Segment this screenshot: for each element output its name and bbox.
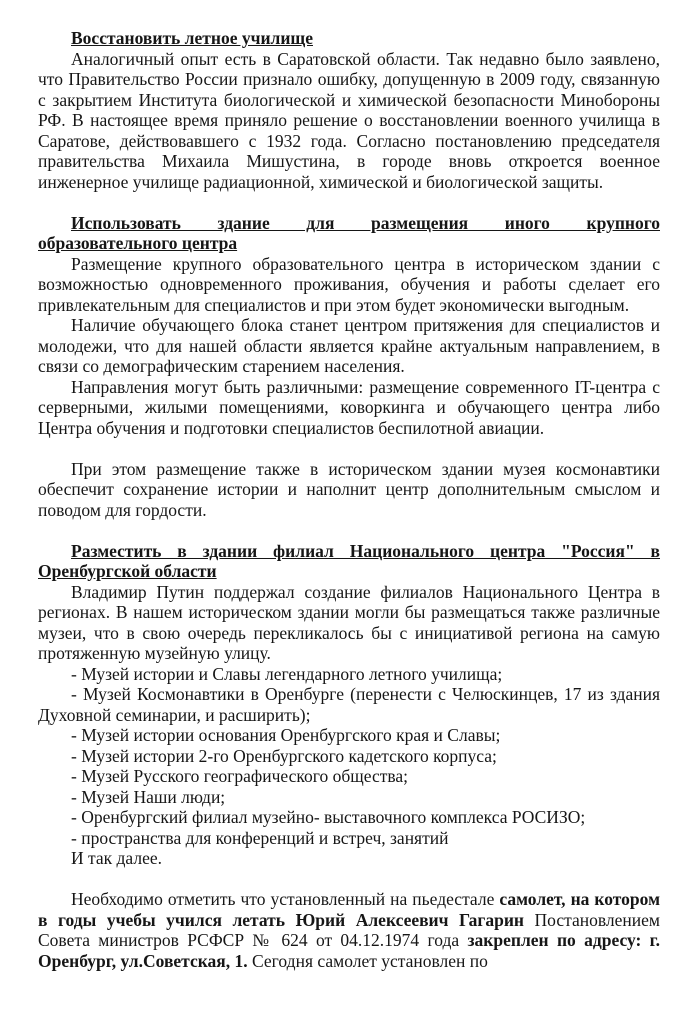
paragraph-training-block: Наличие обучающего блока станет центром притяжения для специалистов и молодежи, что для нашей области является крайне актуальным направлением, в связи со демографическим старением населения. xyxy=(38,315,660,376)
list-item-conference-spaces: - пространства для конференций и встреч, занятий xyxy=(71,827,449,848)
list-item-our-people-museum: - Музей Наши люди; xyxy=(71,786,226,807)
paragraph-center-placement: Размещение крупного образовательного центра в историческом здании с возможностью одновременного проживания, обучения и работы сделает его привлекательным для специалистов и при этом будет экономически выгодным. xyxy=(38,253,660,315)
section-heading-restore-flight-school: Восстановить летное училище xyxy=(71,28,313,48)
section-education-center xyxy=(38,213,660,439)
section-heading-russia-center xyxy=(38,541,660,582)
heading-line: Разместить в здании филиал Национального центра "Россия" в xyxy=(71,540,660,561)
list-item-etcetera: И так далее. xyxy=(71,848,162,868)
paragraph-putin-branches: Владимир Путин поддержал создание филиалов Национального Центра в регионах. В нашем историческом здании могли бы размещаться также различные музеи, что в свою очередь перекликалось бы с инициативой региона на самую протяженную музейную улицу. xyxy=(38,581,660,663)
list-item-cosmonautics-museum: - Музей Космонавтики в Оренбурге (перенести с Челюскинцев, 17 из здания Духовной семинарии, и расширить); xyxy=(38,684,660,725)
blank-line xyxy=(38,192,660,213)
text-run-bold-gagarin-plane: самолет, на котором в годы учебы учился летать Юрий Алексеевич Гагарин xyxy=(38,889,660,930)
heading-line: Использовать здание для размещения иного крупного xyxy=(71,212,660,233)
paragraph-gagarin-plane xyxy=(38,889,660,971)
paragraph-saratov-experience: Аналогичный опыт есть в Саратовской области. Так недавно было заявлено, что Правительство России признало ошибку, допущенную в 2009 году, связанную с закрытием Института биологической и химической безопасности Минобороны РФ. В настоящее время приняло решение о восстановлении военного училища в Саратове, действовавшего с 1932 года. Согласно постановлению председателя правительства Михаила Мишустина, в городе вновь откроется военное инженерное училище радиационной, химической и биологической защиты. xyxy=(38,48,660,192)
blank-line xyxy=(38,520,660,541)
text-run-bold-address: закреплен по адресу: г. Оренбург, ул.Советская, 1. xyxy=(38,930,661,971)
text-run: Необходимо отметить что установленный на пьедестале xyxy=(71,889,500,909)
paragraph-directions: Направления могут быть различными: размещение современного IT-центра с серверными, жилыми помещениями, коворкинга и обучающего центра либо Центра обучения и подготовки специалистов беспилотной авиации. xyxy=(38,376,660,438)
list-item-cadet-corps-museum: - Музей истории 2-го Оренбургского кадетского корпуса; xyxy=(71,745,497,766)
list-item-region-history-museum: - Музей истории основания Оренбургского края и Славы; xyxy=(71,725,501,745)
list-item-geographic-society-museum: - Музей Русского географического общества; xyxy=(71,766,409,786)
text-run: Сегодня самолет установлен по xyxy=(247,950,488,971)
section-cosmonautics-note xyxy=(38,459,660,521)
blank-line xyxy=(38,869,660,890)
section-russia-center-branch xyxy=(38,541,660,869)
heading-line: Оренбургской области xyxy=(38,561,217,581)
blank-line xyxy=(38,438,660,459)
section-heading-education-center xyxy=(38,213,660,254)
paragraph-cosmonautics-museum: При этом размещение также в историческом здании музея космонавтики обеспечит сохранение истории и наполнит центр дополнительным смыслом и поводом для гордости. xyxy=(38,458,660,520)
list-item-rosizo-branch: - Оренбургский филиал музейно- выставочного комплекса РОСИЗО; xyxy=(71,807,586,827)
text-run: Постановлением Совета министров РСФСР № 624 от 04.12.1974 года xyxy=(38,909,660,950)
heading-line: образовательного центра xyxy=(38,233,238,253)
section-gagarin-plane xyxy=(38,889,660,971)
section-restore-flight-school xyxy=(38,28,660,192)
list-item-flight-school-museum: - Музей истории и Славы легендарного летного училища; xyxy=(71,663,503,684)
